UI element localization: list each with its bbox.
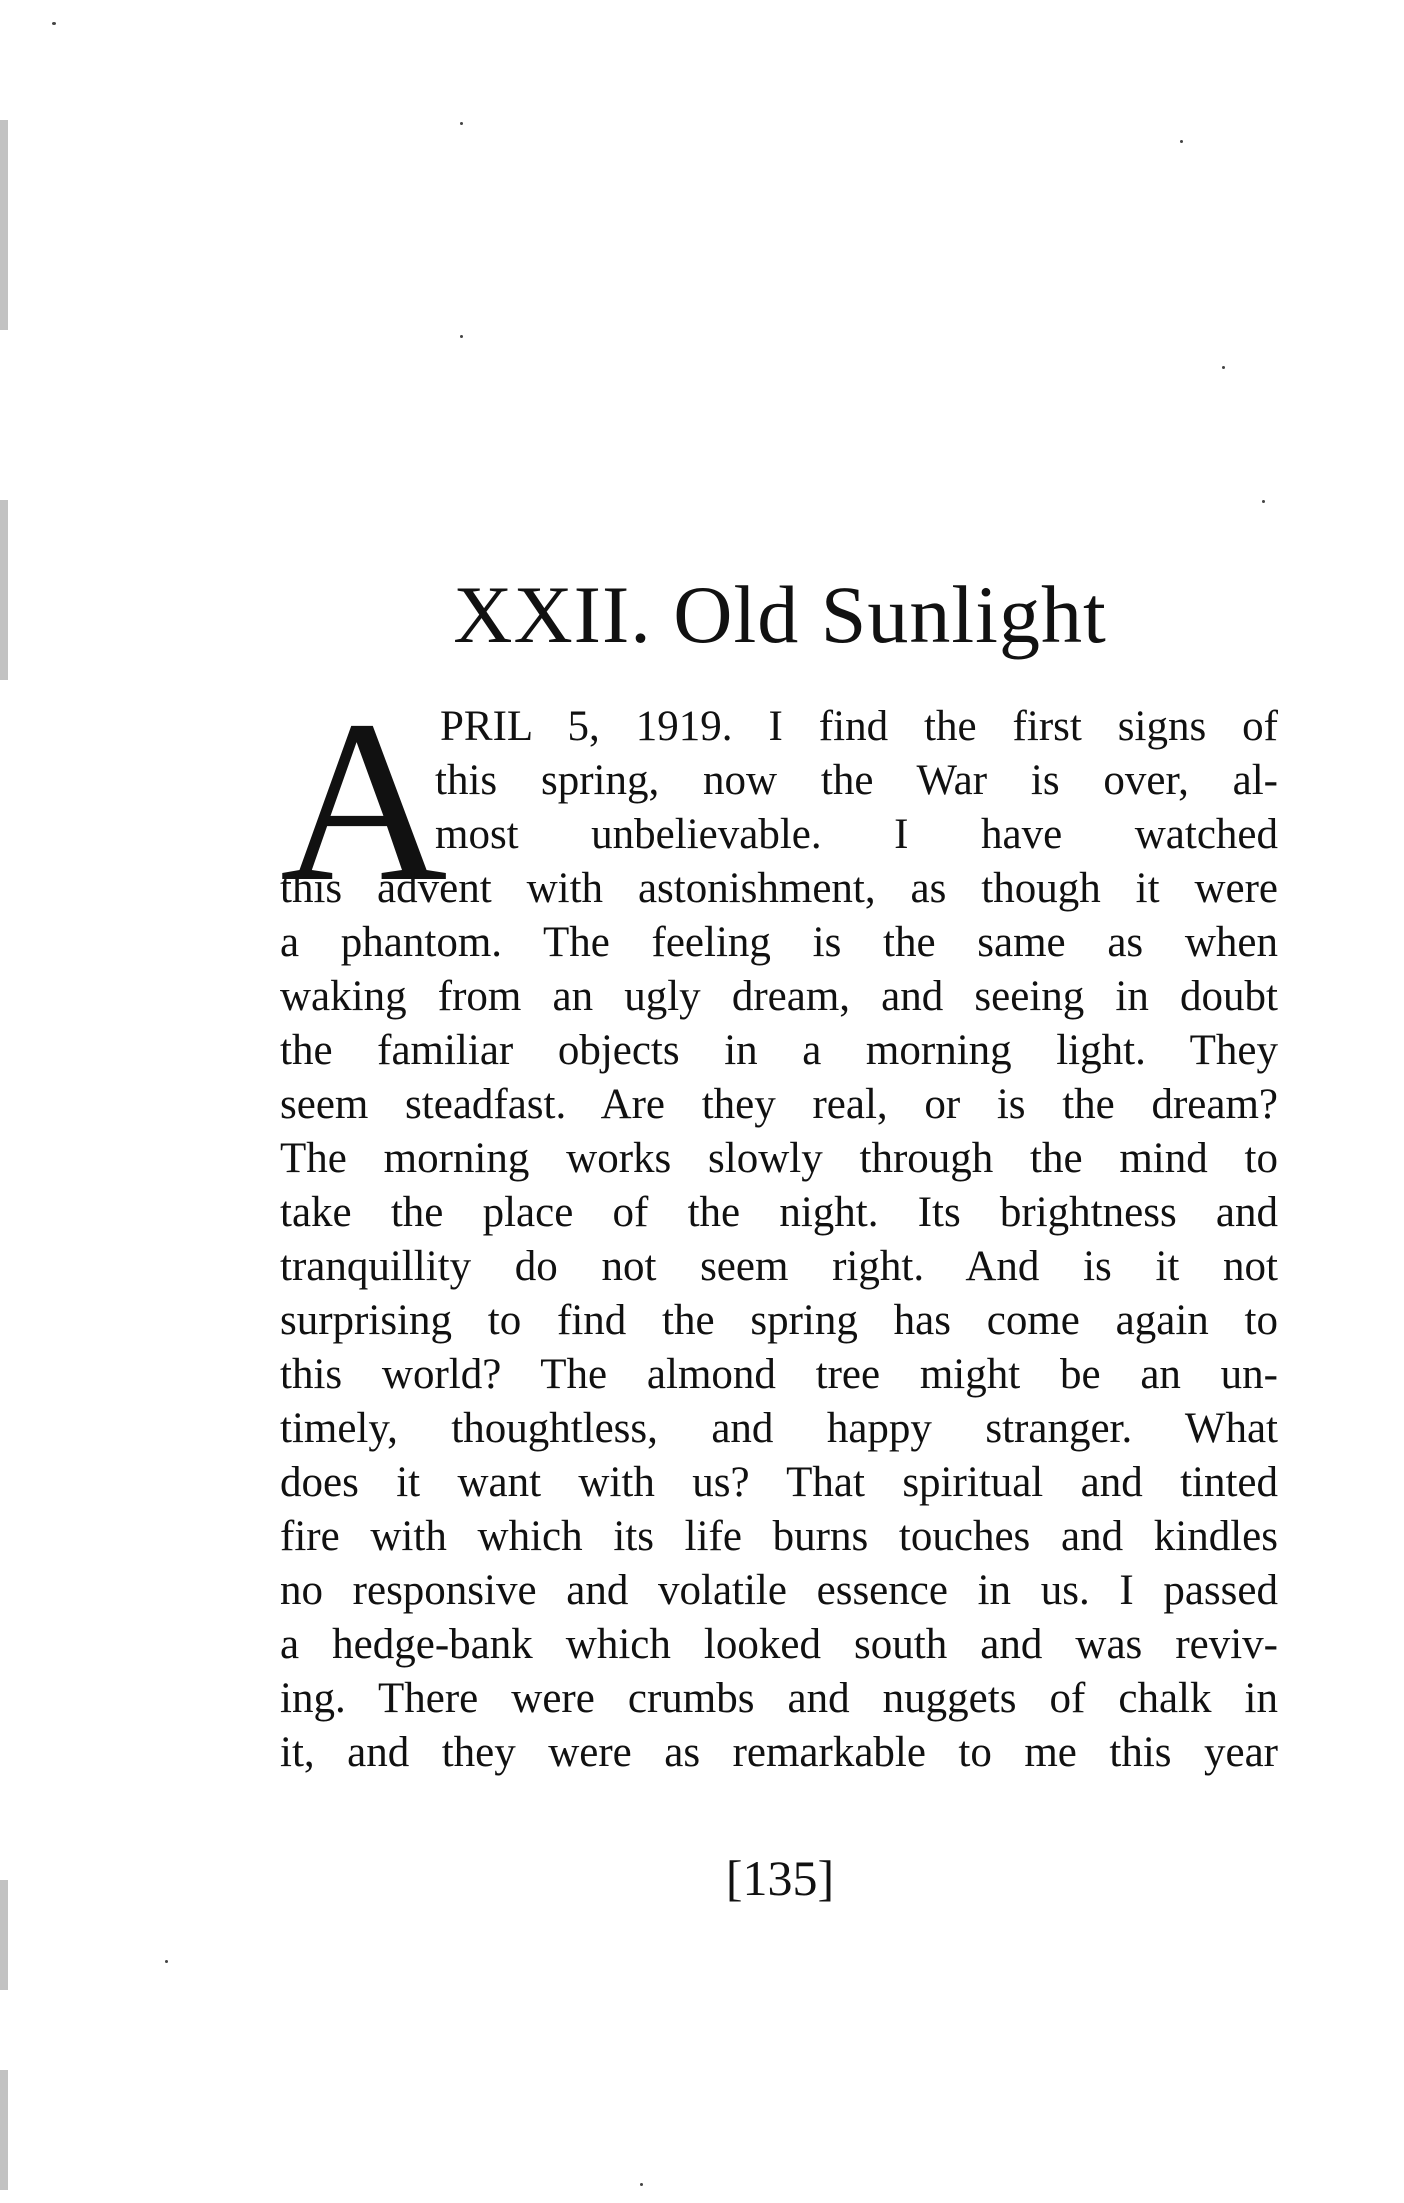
drop-cap: A	[280, 673, 448, 930]
text-line: a hedge-bank which looked south and was reviv-	[280, 1621, 1278, 1668]
text-line: surprising to find the spring has come again to	[280, 1297, 1278, 1344]
scan-speck	[165, 1960, 168, 1963]
text-line: a phantom. The feeling is the same as when	[280, 919, 1278, 966]
scan-speck	[1180, 140, 1183, 143]
binding-shadow	[0, 2070, 8, 2190]
text-line: this advent with astonishment, as though it were	[280, 865, 1278, 912]
text-line: this world? The almond tree might be an un-	[280, 1351, 1278, 1398]
scan-speck	[460, 335, 463, 338]
scan-speck	[52, 22, 56, 25]
page-number: [135]	[725, 1850, 835, 1906]
text-line: most unbelievable. I have watched	[435, 811, 1278, 858]
scan-speck	[1222, 366, 1225, 369]
chapter-title: XXII. Old Sunlight	[453, 569, 1107, 660]
text-line: ing. There were crumbs and nuggets of chalk in	[280, 1675, 1278, 1722]
text-line: timely, thoughtless, and happy stranger. What	[280, 1405, 1278, 1452]
scan-speck	[1262, 500, 1265, 503]
text-line: does it want with us? That spiritual and tinted	[280, 1459, 1278, 1506]
scan-speck	[460, 122, 463, 125]
text-line: it, and they were as remarkable to me this year	[280, 1729, 1278, 1776]
binding-shadow	[0, 120, 8, 330]
text-line: tranquillity do not seem right. And is it not	[280, 1243, 1278, 1290]
text-line: waking from an ugly dream, and seeing in doubt	[280, 973, 1278, 1020]
text-line: the familiar objects in a morning light. They	[280, 1027, 1278, 1074]
binding-shadow	[0, 1880, 8, 1990]
text-line: PRIL 5, 1919. I find the first signs of	[440, 703, 1278, 750]
chapter-body	[280, 673, 1278, 1776]
text-line: fire with which its life burns touches and kindles	[280, 1513, 1278, 1560]
binding-shadow	[0, 500, 8, 680]
text-line: this spring, now the War is over, al-	[435, 757, 1278, 804]
text-line: take the place of the night. Its brightness and	[280, 1189, 1278, 1236]
text-line: no responsive and volatile essence in us. I passed	[280, 1567, 1278, 1614]
text-line: seem steadfast. Are they real, or is the dream?	[280, 1081, 1278, 1128]
text-line: The morning works slowly through the mind to	[280, 1135, 1278, 1182]
scan-speck	[640, 2183, 643, 2186]
